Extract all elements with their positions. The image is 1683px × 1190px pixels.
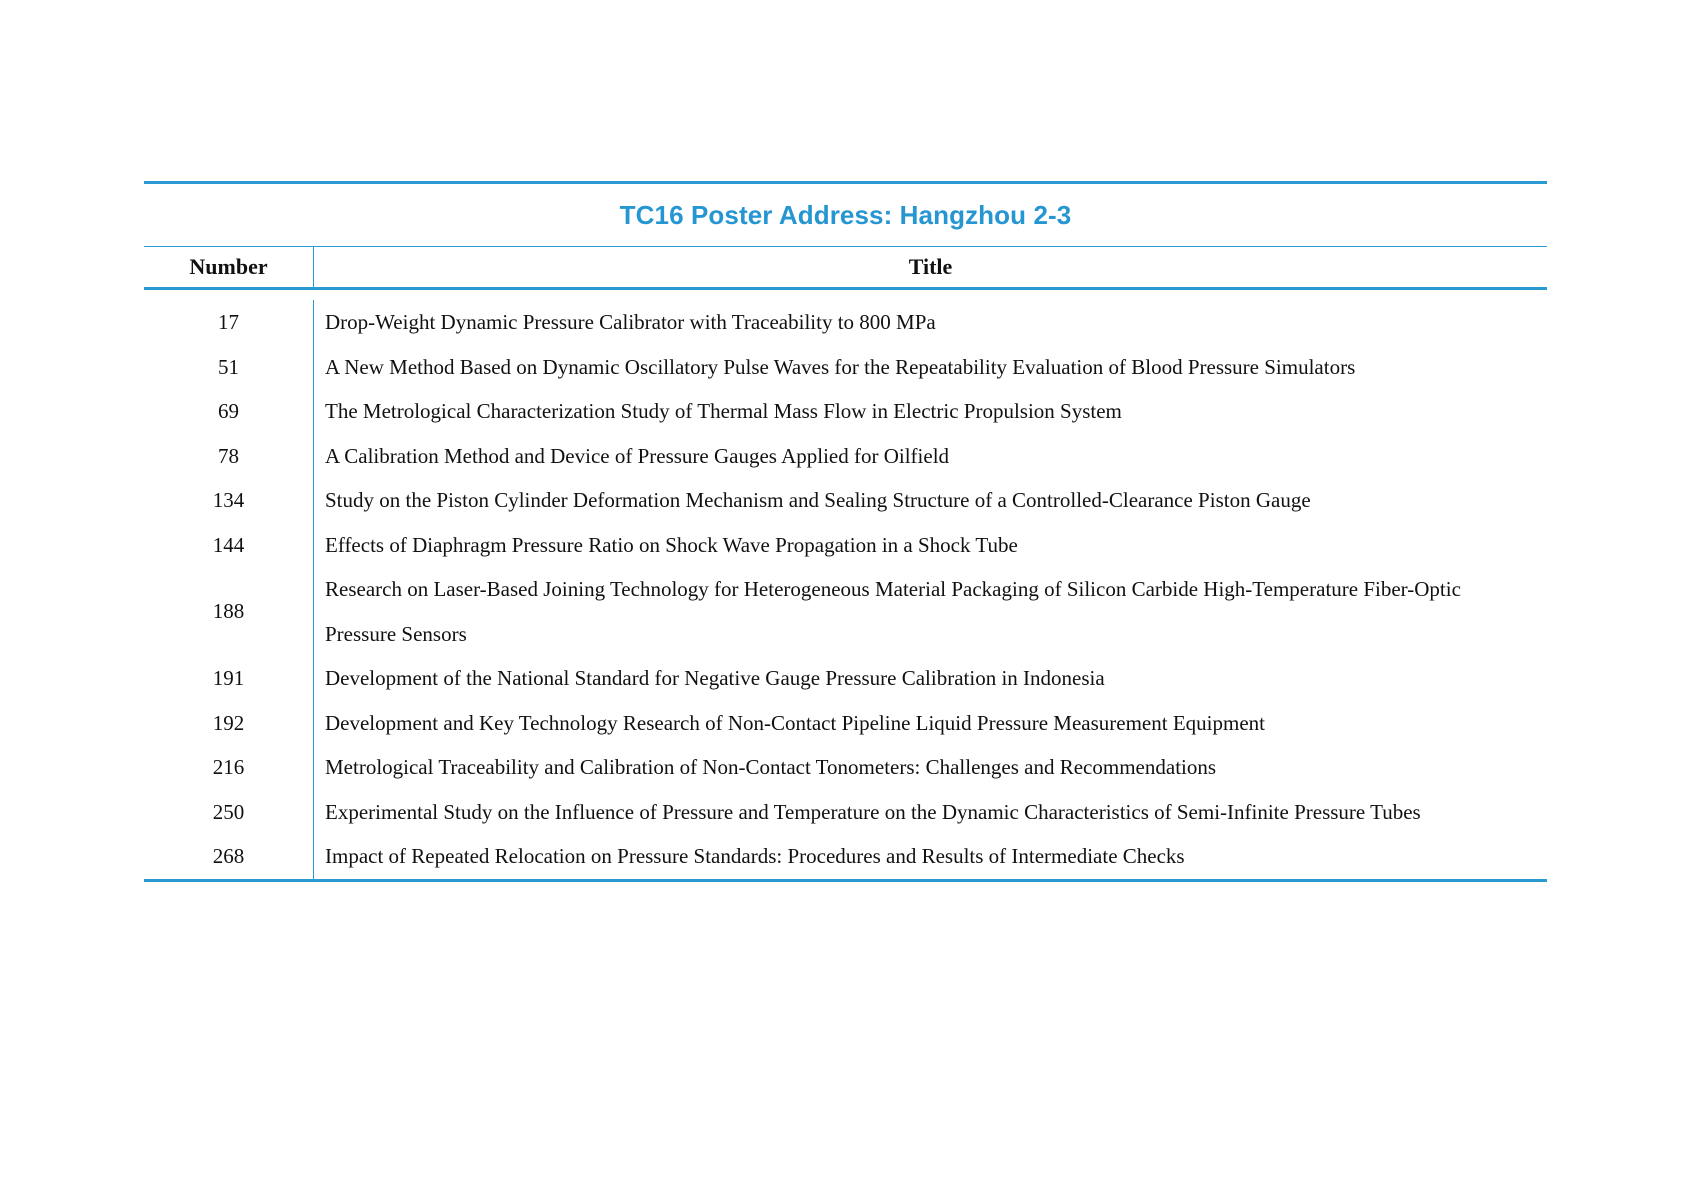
row-title: Effects of Diaphragm Pressure Ratio on Shock Wave Propagation in a Shock Tube xyxy=(325,532,1018,557)
row-title: Development and Key Technology Research of Non-Contact Pipeline Liquid Pressure Measurement Equipment xyxy=(325,710,1265,735)
table-row xyxy=(144,523,1547,568)
row-number: 250 xyxy=(144,790,314,835)
header-title: Title xyxy=(908,254,953,279)
table-row xyxy=(144,701,1547,746)
row-title: A New Method Based on Dynamic Oscillatory Pulse Waves for the Repeatability Evaluation of Blood Pressure Simulators xyxy=(325,354,1356,379)
row-number: 216 xyxy=(144,745,314,790)
table-row xyxy=(144,567,1547,656)
row-number: 144 xyxy=(144,523,314,568)
row-number: 191 xyxy=(144,656,314,701)
row-title: Experimental Study on the Influence of Pressure and Temperature on the Dynamic Characteristics of Semi-Infinite Pressure Tubes xyxy=(325,799,1421,824)
poster-table xyxy=(144,181,1547,882)
row-number: 134 xyxy=(144,478,314,523)
row-title: A Calibration Method and Device of Pressure Gauges Applied for Oilfield xyxy=(325,443,950,468)
row-number: 78 xyxy=(144,434,314,479)
row-number: 17 xyxy=(144,300,314,345)
table-header-row xyxy=(144,247,1547,290)
table-row xyxy=(144,834,1547,879)
row-title: Development of the National Standard for Negative Gauge Pressure Calibration in Indonesia xyxy=(325,666,1105,690)
row-title: The Metrological Characterization Study of Thermal Mass Flow in Electric Propulsion System xyxy=(325,399,1122,423)
header-number: Number xyxy=(144,247,314,287)
row-number: 51 xyxy=(144,345,314,390)
row-number: 188 xyxy=(144,567,314,656)
table-row xyxy=(144,478,1547,523)
row-number: 192 xyxy=(144,701,314,746)
row-title: Research on Laser-Based Joining Technology for Heterogeneous Material Packaging of Silicon Carbide High-Temperature Fiber-Optic Pressure Sensors xyxy=(325,577,1461,646)
table-row xyxy=(144,434,1547,479)
table-row xyxy=(144,389,1547,434)
row-title: Drop-Weight Dynamic Pressure Calibrator with Traceability to 800 MPa xyxy=(325,310,936,334)
row-number: 69 xyxy=(144,389,314,434)
row-title: Impact of Repeated Relocation on Pressure Standards: Procedures and Results of Intermediate Checks xyxy=(325,844,1185,868)
table-row xyxy=(144,745,1547,790)
table-title: TC16 Poster Address: Hangzhou 2-3 xyxy=(619,199,1072,230)
table-title-bar xyxy=(144,181,1547,247)
table-row xyxy=(144,345,1547,390)
row-title: Metrological Traceability and Calibration of Non-Contact Tonometers: Challenges and Recommendations xyxy=(325,755,1217,779)
row-title: Study on the Piston Cylinder Deformation Mechanism and Sealing Structure of a Controlled-Clearance Piston Gauge xyxy=(325,488,1311,512)
table-row xyxy=(144,300,1547,345)
row-number: 268 xyxy=(144,834,314,879)
table-row xyxy=(144,790,1547,835)
table-row xyxy=(144,656,1547,701)
table-body xyxy=(144,290,1547,882)
